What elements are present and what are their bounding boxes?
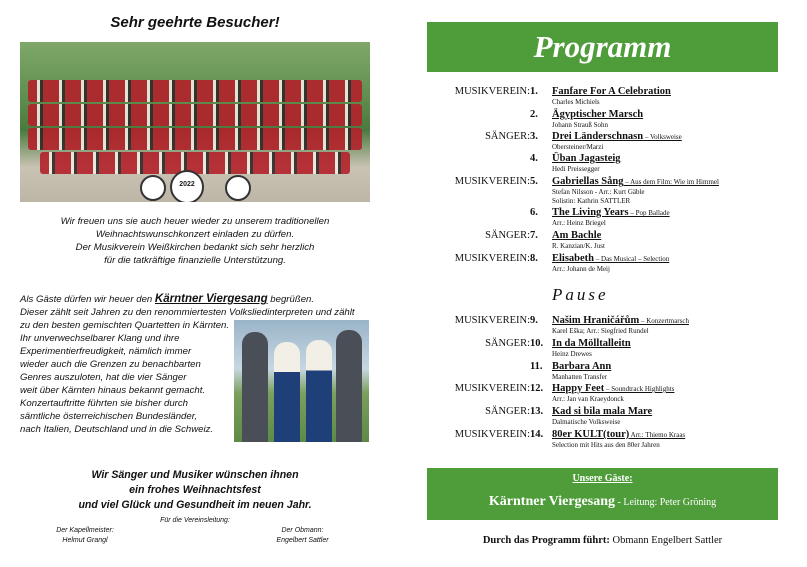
guests-line: zu den besten gemischten Quartetten in Kärnten. xyxy=(20,320,230,331)
intro-line: für die tatkräftige finanzielle Unterstützung. xyxy=(104,255,286,266)
guests-suffix: begrüßen. xyxy=(267,294,315,305)
program-item xyxy=(405,338,805,358)
item-composer xyxy=(552,188,645,205)
item-number: 6. xyxy=(530,207,538,218)
item-number: 14. xyxy=(530,429,544,440)
item-extra: – Volksweise xyxy=(643,133,682,141)
program-item xyxy=(405,207,805,227)
guests-box xyxy=(427,468,778,520)
quartet-line: Experimentierfreudigkeit, nämlich immer xyxy=(20,346,192,357)
guests-name: Kärntner Viergesang xyxy=(488,494,616,509)
wish-line: ein frohes Weihnachtsfest xyxy=(129,484,261,496)
band-row-front xyxy=(28,128,362,150)
quartet-line: sämtliche österreichischen Bundesländer, xyxy=(20,411,198,422)
item-title-text: Elisabeth xyxy=(552,253,595,264)
item-category: MUSIKVEREIN: xyxy=(454,86,530,97)
item-title-text: Našim Hraničářům xyxy=(552,315,640,326)
item-title-text: In da Mölltalleitn xyxy=(552,338,631,349)
guests-lead: - Leitung: Peter Gröning xyxy=(615,497,717,508)
snare-drum-right xyxy=(225,175,251,201)
quartet-line: Genres auszuloten, hat die vier Sänger xyxy=(20,372,187,383)
item-category: MUSIKVEREIN: xyxy=(454,383,530,394)
item-composer: Selection mit Hits aus den 80er Jahren xyxy=(552,441,660,449)
item-extra: – Aus dem Film: Wie im Himmel xyxy=(623,178,719,186)
program-item xyxy=(405,109,805,129)
item-category: MUSIKVEREIN: xyxy=(454,315,530,326)
item-composer: Arr.: Heinz Briegel xyxy=(552,219,606,227)
program-item xyxy=(405,86,805,106)
intro-line: Der Musikverein Weißkirchen bedankt sich sehr herzlich xyxy=(75,242,315,253)
host-name: Obmann Engelbert Sattler xyxy=(609,535,723,546)
item-category: SÄNGER: xyxy=(485,131,530,142)
item-title-text: 80er KULT(tour) xyxy=(552,429,630,440)
signature-right-name: Engelbert Sattler xyxy=(276,537,329,544)
program-item xyxy=(405,406,805,426)
program-item xyxy=(405,253,805,273)
intro-line: Weihnachtswunschkonzert einladen zu dürfen. xyxy=(95,229,295,240)
guests-intro-line xyxy=(20,293,372,306)
right-page xyxy=(405,0,807,567)
program-item xyxy=(405,429,805,449)
item-title xyxy=(552,131,682,142)
quartet-line: wieder auch die Grenzen zu benachbarten xyxy=(20,359,201,370)
item-title-text: Drei Länderschnasn xyxy=(552,131,644,142)
item-composer: Obersteiner/Marzi xyxy=(552,143,604,151)
program-item xyxy=(405,383,805,403)
item-title xyxy=(552,429,685,440)
item-number: 9. xyxy=(530,315,538,326)
band-row-seated xyxy=(40,152,350,174)
item-title xyxy=(552,338,631,349)
item-soloist-line: Solistin: Kathrin SATTLER xyxy=(552,196,631,205)
item-number: 2. xyxy=(530,109,538,120)
item-title xyxy=(552,361,611,372)
item-title xyxy=(552,230,601,241)
item-composer: Arr.: Jan van Kraeydonck xyxy=(552,395,624,403)
snare-drum-left xyxy=(140,175,166,201)
item-composer: Hedi Preissegger xyxy=(552,165,600,173)
item-number: 5. xyxy=(530,176,538,187)
item-category: SÄNGER: xyxy=(485,338,530,349)
quartet-photo xyxy=(234,320,369,442)
band-row-back xyxy=(28,80,362,102)
program-item xyxy=(405,361,805,381)
item-extra: – Pop Ballade xyxy=(628,209,670,217)
item-title xyxy=(552,383,674,394)
quartet-line: Ihr unverwechselbarer Klang und ihre xyxy=(20,333,180,344)
item-title xyxy=(552,207,670,218)
wish-line: Wir Sänger und Musiker wünschen ihnen xyxy=(91,469,299,481)
item-extra: – Konzertmarsch xyxy=(639,317,689,325)
signature-right-role: Der Obmann: xyxy=(281,527,324,534)
guests-line: Dieser zählt seit Jahren zu den renommiertesten Volksliedinterpreten und zählt xyxy=(20,307,355,318)
program-item xyxy=(405,153,805,173)
item-category: MUSIKVEREIN: xyxy=(454,429,530,440)
signature-left xyxy=(40,526,130,546)
item-composer: R. Kanzian/K. Just xyxy=(552,242,605,250)
item-number: 13. xyxy=(530,406,544,417)
item-number: 3. xyxy=(530,131,538,142)
item-title-text: Fanfare For A Celebration xyxy=(552,86,671,97)
signature-right xyxy=(255,526,350,546)
item-number: 11. xyxy=(530,361,543,372)
program-header: Programm xyxy=(427,22,778,72)
item-composer: Manhatten Transfer xyxy=(552,373,608,381)
quartet-paragraph xyxy=(20,332,232,436)
item-title-text: Kad si bila mala Mare xyxy=(552,406,653,417)
singer-2 xyxy=(274,342,300,442)
item-composer: Johann Strauß Sohn xyxy=(552,121,608,129)
singer-3 xyxy=(306,340,332,442)
band-row-middle xyxy=(28,104,362,126)
item-title xyxy=(552,86,671,97)
program-item xyxy=(405,230,805,250)
item-title-text: Happy Feet xyxy=(552,383,605,394)
item-title-text: Ägyptischer Marsch xyxy=(552,109,644,120)
wish-line: und viel Glück und Gesundheit im neuen Jahr. xyxy=(78,499,312,511)
quartet-line: nach Italien, Deutschland und in die Schweiz. xyxy=(20,424,214,435)
item-composer: Charles Michiels xyxy=(552,98,600,106)
quartet-line: weit über Kärnten hinaus bekannt gemacht. xyxy=(20,385,206,396)
item-title xyxy=(552,315,689,326)
intro-line: Wir freuen uns sie auch heuer wieder zu unserem traditionellen xyxy=(60,216,330,227)
item-title xyxy=(552,253,669,264)
guests-prefix: Als Gäste dürfen wir heuer den xyxy=(20,294,155,305)
item-title-text: Gabriellas Sång xyxy=(552,176,624,187)
item-composer-line: Stefan Nilsson - Arr.: Kurt Gäble xyxy=(552,188,645,196)
signature-left-name: Helmut Grangl xyxy=(62,537,108,544)
item-number: 7. xyxy=(530,230,538,241)
item-title xyxy=(552,109,643,120)
quartet-line: Konzertauftritte führten sie bisher durch xyxy=(20,398,188,409)
item-number: 4. xyxy=(530,153,538,164)
guests-name: Kärntner Viergesang xyxy=(154,293,268,305)
item-title xyxy=(552,153,621,164)
guests-line xyxy=(427,494,778,510)
singer-1 xyxy=(242,332,268,442)
host-label: Durch das Programm führt: xyxy=(482,535,610,546)
program-item xyxy=(405,315,805,335)
band-photo xyxy=(20,42,370,202)
item-title-text: The Living Years xyxy=(552,207,629,218)
item-number: 1. xyxy=(530,86,538,97)
signature-left-role: Der Kapellmeister: xyxy=(56,527,114,534)
item-extra: Arr.: Thiemo Kraas xyxy=(629,431,686,439)
intro-paragraph xyxy=(20,215,370,267)
guests-label: Unsere Gäste: xyxy=(572,473,633,484)
pause-heading: Pause xyxy=(552,285,609,304)
item-category: MUSIKVEREIN: xyxy=(454,176,530,187)
drum-label: 2022 xyxy=(179,181,195,188)
greeting-heading: Sehr geehrte Besucher! xyxy=(110,14,280,31)
item-title-text: Üban Jagasteig xyxy=(552,153,621,164)
item-extra: – Soundtrack Highlights xyxy=(604,385,675,393)
item-category: SÄNGER: xyxy=(485,406,530,417)
item-category: MUSIKVEREIN: xyxy=(454,253,530,264)
item-number: 8. xyxy=(530,253,538,264)
item-composer: Karel Eška; Arr.: Siegfried Rundel xyxy=(552,327,649,335)
bass-drum xyxy=(170,170,204,202)
program-item xyxy=(405,131,805,151)
singer-4 xyxy=(336,330,362,442)
item-title-text: Barbara Ann xyxy=(552,361,612,372)
item-composer: Dalmatische Volksweise xyxy=(552,418,621,426)
left-page xyxy=(0,0,400,567)
item-number: 12. xyxy=(530,383,544,394)
item-composer: Heinz Drewes xyxy=(552,350,592,358)
item-category: SÄNGER: xyxy=(485,230,530,241)
item-number: 10. xyxy=(530,338,544,349)
host-line xyxy=(427,535,778,546)
item-composer: Arr.: Johann de Meij xyxy=(552,265,610,273)
item-title xyxy=(552,176,719,187)
item-title xyxy=(552,406,652,417)
item-title-text: Am Bachle xyxy=(552,230,602,241)
program-item xyxy=(405,176,805,206)
item-extra: – Das Musical – Selection xyxy=(594,255,670,263)
club-label: Für die Vereinsleitung: xyxy=(160,517,230,524)
wish-paragraph xyxy=(20,468,370,513)
